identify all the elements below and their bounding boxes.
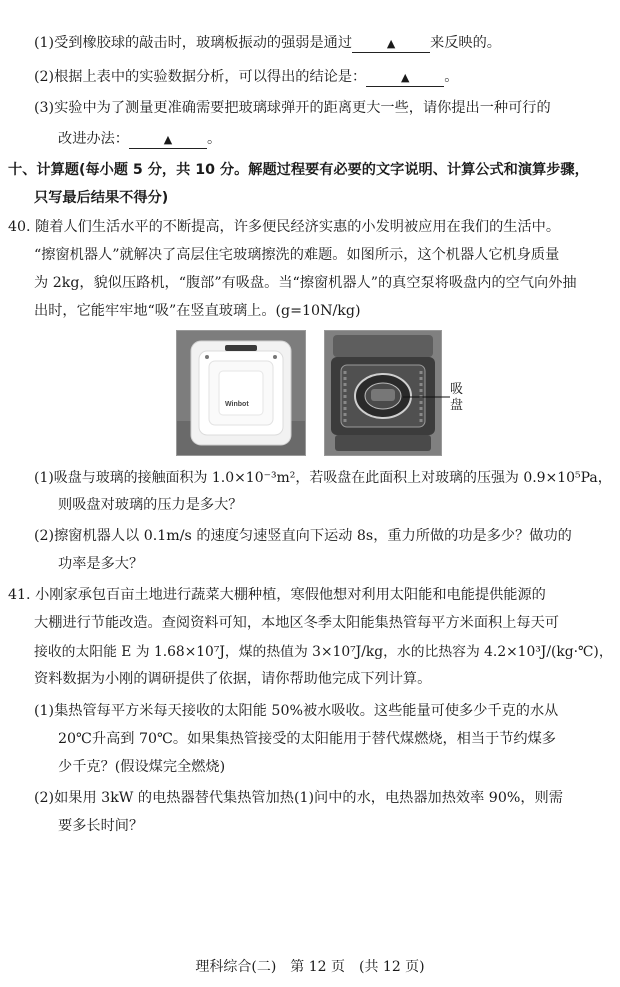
q40-sub2-line: 功率是多大？ (58, 556, 144, 572)
suction-label: 盘 (450, 398, 464, 413)
answer-blank: ▲ (366, 70, 444, 87)
pointer-line (428, 396, 450, 400)
q40-stem-line: 40. 随着人们生活水平的不断提高，许多便民经济实惠的小发明被应用在我们的生活中。 (8, 219, 561, 235)
q41-sub1-line: (1)集热管每平方米每天接收的太阳能 50%被水吸收。这些能量可使多少千克的水从 (34, 703, 559, 719)
suction-cup-photo (324, 330, 442, 456)
q41-stem-line: 接收的太阳能 E 为 1.68×10⁷J，煤的热值为 3×10⁷J/kg，水的比热容为 4.2×10³J/(kg·℃)， (34, 644, 613, 660)
q40-stem-line: 为 2kg，貌似压路机，“腹部”有吸盘。当“擦窗机器人”的真空泵将吸盘内的空气向外抽 (34, 275, 577, 291)
q40-sub2-line: (2)擦窗机器人以 0.1m/s 的速度匀速竖直向下运动 8s，重力所做的功是多少？做功的 (34, 528, 572, 544)
q41-sub1-line: 20℃升高到 70℃。如果集热管接受的太阳能用于替代煤燃烧，相当于节约煤多 (58, 731, 556, 747)
robot-front-photo (176, 330, 306, 456)
q41-stem-line: 资料数据为小刚的调研提供了依据，请你帮助他完成下列计算。 (34, 671, 432, 687)
robot-front-illustration (177, 331, 305, 455)
q40-stem-line: 出时，它能牢牢地“吸”在竖直玻璃上。(g=10N/kg) (34, 303, 361, 319)
q39-sub3-line1: (3)实验中为了测量更准确需要把玻璃球弹开的距离更大一些，请你提出一种可行的 (34, 100, 551, 116)
suction-label: 吸 (450, 382, 464, 397)
answer-blank: ▲ (129, 132, 207, 149)
page-footer: 理科综合(二) 第 12 页 (共 12 页) (195, 959, 425, 975)
suction-cup-illustration (325, 331, 441, 455)
answer-blank: ▲ (352, 36, 430, 53)
section-heading-cont: 只写最后结果不得分) (34, 190, 169, 206)
q40-sub1-line: 则吸盘对玻璃的压力是多大？ (58, 497, 243, 513)
q41-sub2-line: (2)如果用 3kW 的电热器替代集热管加热(1)问中的水，电热器加热效率 90%，则需 (34, 790, 563, 806)
q41-sub1-line: 少千克？(假设煤完全燃烧) (58, 759, 226, 775)
q40-sub1-line: (1)吸盘与玻璃的接触面积为 1.0×10⁻³m²，若吸盘在此面积上对玻璃的压强为 0.9×10⁵Pa， (34, 470, 612, 486)
robot-logo-text: Winbot (225, 401, 249, 408)
q40-stem-line: “擦窗机器人”就解决了高层住宅玻璃擦洗的难题。如图所示，这个机器人它机身质量 (34, 247, 560, 263)
q41-sub2-line: 要多长时间？ (58, 818, 144, 834)
q39-sub3-line2: 改进办法： ▲ 。 (58, 131, 222, 147)
section-heading: 十、计算题(每小题 5 分，共 10 分。解题过程要有必要的文字说明、计算公式和演算步骤， (8, 162, 589, 178)
q39-sub2: (2)根据上表中的实验数据分析，可以得出的结论是： ▲ 。 (34, 69, 459, 85)
q39-sub1: (1)受到橡胶球的敲击时，玻璃板振动的强弱是通过 ▲ 来反映的。 (34, 35, 501, 51)
q41-stem-line: 41. 小刚家承包百亩土地进行蔬菜大棚种植，寒假他想对利用太阳能和电能提供能源的 (8, 587, 546, 603)
q41-stem-line: 大棚进行节能改造。查阅资料可知，本地区冬季太阳能集热管每平方米面积上每天可 (34, 615, 559, 631)
